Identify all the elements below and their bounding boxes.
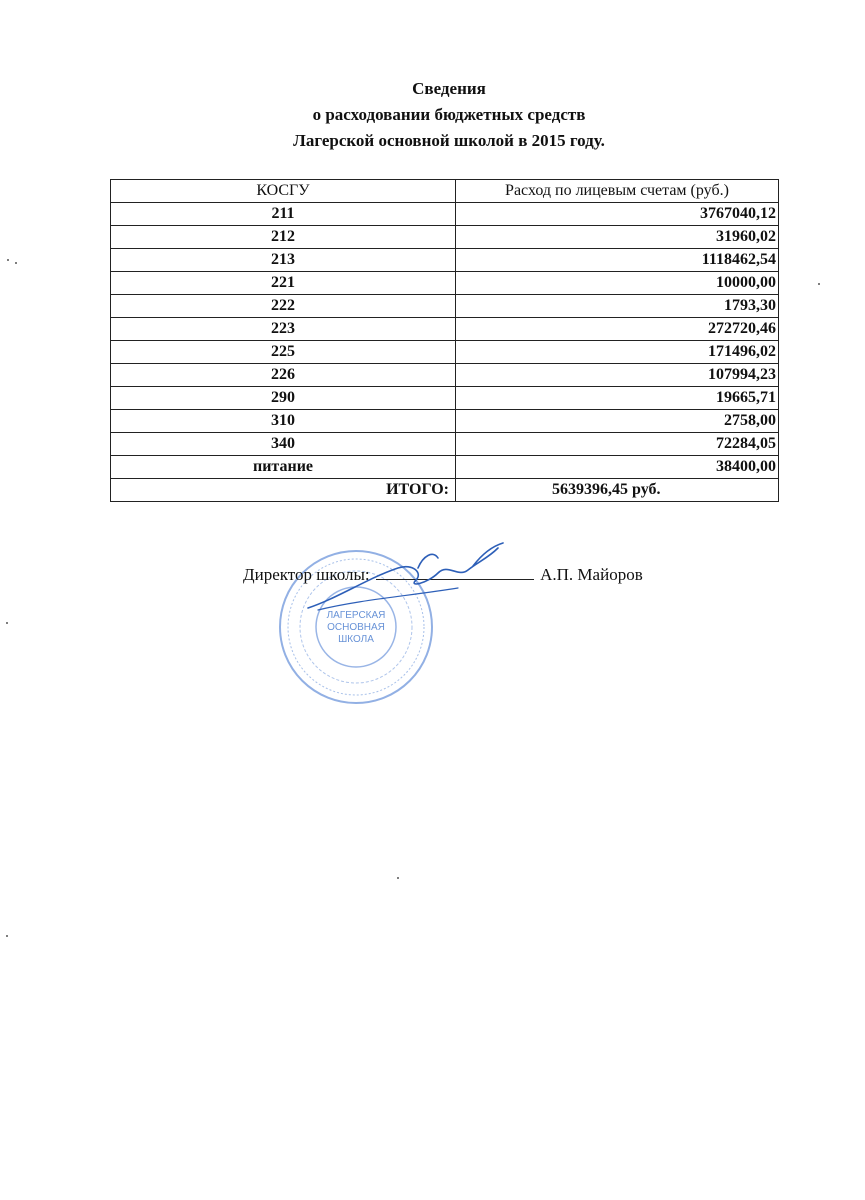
table-row (111, 295, 779, 318)
row-amount: 38400,00 (456, 456, 779, 479)
table-row (111, 341, 779, 364)
director-label: Директор школы: (243, 565, 370, 584)
director-name: А.П. Майоров (540, 565, 643, 584)
table-header-row (111, 180, 779, 203)
scan-speck (7, 259, 9, 261)
total-value: 5639396,45 руб. (456, 479, 779, 502)
scan-speck (6, 622, 8, 624)
signature-row (243, 563, 643, 585)
row-code: 212 (111, 226, 456, 249)
row-code: 340 (111, 433, 456, 456)
row-amount: 3767040,12 (456, 203, 779, 226)
header-amount: Расход по лицевым счетам (руб.) (456, 180, 779, 203)
row-code: 290 (111, 387, 456, 410)
row-amount: 19665,71 (456, 387, 779, 410)
seal-line-3: ШКОЛА (338, 633, 374, 645)
row-amount: 2758,00 (456, 410, 779, 433)
table-row (111, 456, 779, 479)
row-code: питание (111, 456, 456, 479)
row-amount: 272720,46 (456, 318, 779, 341)
row-code: 226 (111, 364, 456, 387)
table-row (111, 387, 779, 410)
row-code: 211 (111, 203, 456, 226)
row-code: 213 (111, 249, 456, 272)
table-row (111, 272, 779, 295)
seal-line-1: ЛАГЕРСКАЯ (326, 609, 386, 621)
table-row (111, 203, 779, 226)
row-code: 310 (111, 410, 456, 433)
table-row (111, 318, 779, 341)
scan-speck (15, 262, 17, 264)
title-line-3: Лагерской основной школой в 2015 году. (293, 131, 605, 150)
row-amount: 10000,00 (456, 272, 779, 295)
scan-speck (818, 283, 820, 285)
row-code: 225 (111, 341, 456, 364)
expenditure-table (110, 179, 779, 502)
row-code: 222 (111, 295, 456, 318)
row-amount: 72284,05 (456, 433, 779, 456)
table-row (111, 364, 779, 387)
seal-line-2: ОСНОВНАЯ (327, 621, 385, 633)
header-code: КОСГУ (111, 180, 456, 203)
signature-line (376, 563, 534, 580)
total-label: ИТОГО: (111, 479, 456, 502)
table-row (111, 433, 779, 456)
title-line-1: Сведения (412, 79, 486, 98)
table-row (111, 249, 779, 272)
scan-speck (6, 935, 8, 937)
row-amount: 1793,30 (456, 295, 779, 318)
table-row (111, 226, 779, 249)
scan-speck (397, 877, 399, 879)
row-code: 221 (111, 272, 456, 295)
title-line-2: о расходовании бюджетных средств (312, 105, 586, 124)
row-code: 223 (111, 318, 456, 341)
row-amount: 31960,02 (456, 226, 779, 249)
table-row (111, 410, 779, 433)
document-title (0, 76, 865, 154)
row-amount: 1118462,54 (456, 249, 779, 272)
total-row (111, 479, 779, 502)
row-amount: 107994,23 (456, 364, 779, 387)
row-amount: 171496,02 (456, 341, 779, 364)
